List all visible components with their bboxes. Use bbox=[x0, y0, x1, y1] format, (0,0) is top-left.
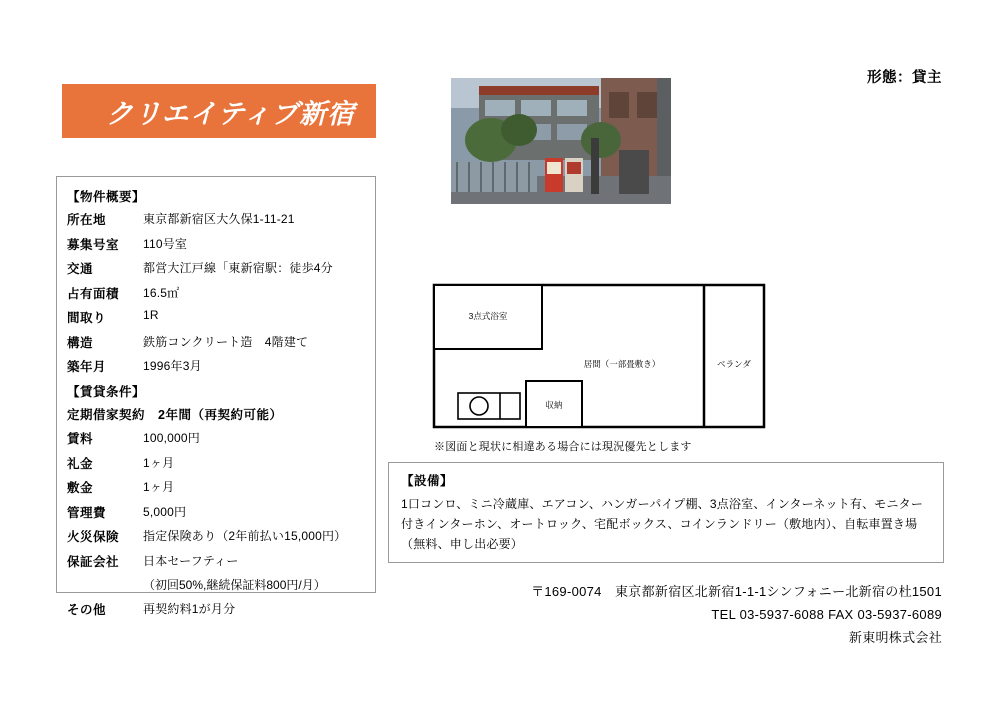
lease-conditions-heading: 【賃貸条件】 bbox=[67, 384, 146, 399]
contract-type-value: 定期借家契約 2年間（再契約可能） bbox=[67, 407, 283, 422]
equipment-heading: 【設備】 bbox=[401, 474, 454, 488]
floorplan-room-living: 居間（一部畳敷き） bbox=[583, 359, 661, 369]
detail-row-fire-insurance bbox=[57, 527, 375, 545]
detail-row-unit bbox=[57, 235, 375, 253]
footer-company: 新東明株式会社 bbox=[848, 629, 942, 645]
detail-value: 5,000円 bbox=[143, 504, 187, 519]
detail-label: 賃料 bbox=[67, 432, 94, 446]
detail-label: 構造 bbox=[67, 335, 94, 350]
building-photo bbox=[451, 78, 671, 204]
footer-address: 〒169-0074 東京都新宿区北新宿1-1-1シンフォニー北新宿の杜1501 bbox=[531, 584, 942, 599]
form-type-label: 形態：貸主 bbox=[867, 70, 942, 86]
property-details-box bbox=[56, 176, 376, 617]
detail-row-built bbox=[57, 357, 375, 375]
detail-label: その他 bbox=[67, 602, 107, 617]
detail-value: 1ヶ月 bbox=[143, 455, 175, 470]
detail-row-rent bbox=[57, 429, 375, 447]
detail-label: 築年月 bbox=[67, 360, 107, 374]
detail-value: 再契約料1が月分 bbox=[143, 601, 236, 616]
equipment-text: 1口コンロ、ミニ冷蔵庫、エアコン、ハンガーパイプ棚、3点浴室、インターネット有、モニター付きインターホン、オートロック、宅配ボックス、コインランドリー（敷地内）、自転車置き場（無料、申し出必要） bbox=[401, 497, 924, 551]
detail-label: 礼金 bbox=[67, 456, 94, 471]
detail-row-area bbox=[57, 284, 375, 302]
detail-row-guarantee-company bbox=[57, 552, 375, 570]
detail-value: 指定保険あり（2年前払い15,000円） bbox=[143, 529, 347, 543]
property-title-banner bbox=[62, 84, 376, 138]
detail-value: 日本セーフティー bbox=[143, 553, 239, 568]
property-overview-heading: 【物件概要】 bbox=[67, 190, 146, 204]
guarantee-note: （初回50%,継続保証料800円/月） bbox=[143, 578, 326, 592]
detail-label: 管理費 bbox=[67, 505, 107, 520]
detail-label: 所在地 bbox=[67, 213, 107, 227]
detail-value: 1R bbox=[143, 308, 159, 322]
detail-row-deposit bbox=[57, 478, 375, 496]
detail-label: 交通 bbox=[67, 262, 94, 276]
detail-value: 16.5㎡ bbox=[143, 285, 180, 300]
detail-label: 火災保険 bbox=[67, 530, 120, 544]
detail-label: 保証会社 bbox=[67, 554, 120, 569]
detail-row-other bbox=[57, 600, 375, 618]
floorplan-room-bath: 3点式浴室 bbox=[468, 311, 508, 321]
detail-label: 敷金 bbox=[67, 481, 94, 495]
detail-value: 1ヶ月 bbox=[143, 480, 175, 494]
detail-value: 100,000円 bbox=[143, 431, 200, 445]
detail-value: 110号室 bbox=[143, 236, 188, 251]
floorplan-diagram bbox=[432, 283, 766, 431]
detail-row-layout bbox=[57, 308, 375, 326]
floorplan-room-storage: 収納 bbox=[545, 400, 563, 410]
detail-label: 間取り bbox=[67, 311, 107, 325]
building-photo-image bbox=[451, 78, 671, 204]
detail-label: 占有面積 bbox=[67, 286, 120, 301]
equipment-box bbox=[388, 462, 944, 563]
detail-row-contract-type bbox=[57, 405, 375, 423]
detail-value: 鉄筋コンクリート造 4階建て bbox=[143, 334, 309, 349]
detail-value: 東京都新宿区大久保1-11-21 bbox=[143, 212, 295, 226]
floorplan-note: ※図面と現状に相違ある場合には現況優先とします bbox=[434, 441, 692, 453]
detail-label: 募集号室 bbox=[67, 237, 120, 252]
property-title: クリエイティブ新宿 bbox=[106, 98, 356, 129]
footer-contact bbox=[531, 581, 942, 649]
floorplan-room-veranda: ベランダ bbox=[717, 359, 751, 369]
detail-row-address bbox=[57, 210, 375, 228]
detail-row-key-money bbox=[57, 454, 375, 472]
detail-row-management-fee bbox=[57, 503, 375, 521]
detail-row-structure bbox=[57, 333, 375, 351]
footer-tel-fax: TEL 03-5937-6088 FAX 03-5937-6089 bbox=[711, 606, 942, 622]
detail-value: 都営大江戸線「東新宿駅：徒歩4分 bbox=[143, 261, 333, 275]
detail-value: 1996年3月 bbox=[143, 359, 202, 373]
detail-row-transport bbox=[57, 259, 375, 277]
